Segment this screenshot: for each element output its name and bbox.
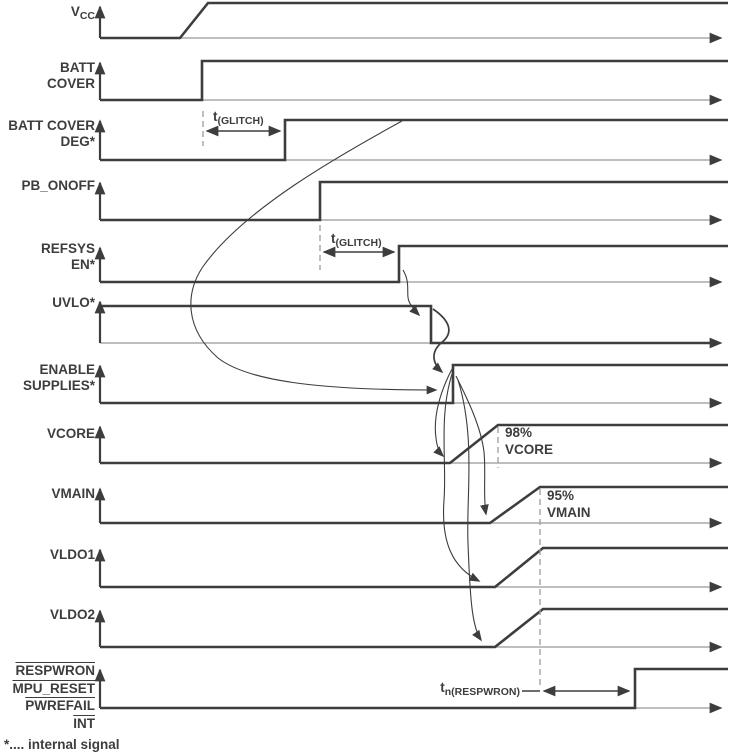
- signal-label-respwron-group: [12, 662, 95, 732]
- signal-label-uvlo: UVLO*: [52, 295, 95, 310]
- annotation-t-glitch-1: $t_{(GLITCH)}$: [213, 109, 264, 127]
- label-int: $\overline{INT}$: [73, 715, 95, 731]
- dashed-guides: [203, 111, 540, 689]
- waveform-vmain: [100, 487, 728, 523]
- connector-curves: [191, 121, 486, 640]
- waveforms: [100, 3, 728, 708]
- waveform-enable-supplies: [100, 365, 728, 403]
- vcc-sub: CC: [79, 10, 95, 22]
- signal-label-vcc: [71, 4, 95, 24]
- signal-label-batt-cover: BATT COVER: [46, 60, 95, 91]
- signal-label-enable-supplies: ENABLE SUPPLIES*: [22, 362, 95, 393]
- curve-refsys-to-uvlo: [403, 270, 419, 315]
- signal-label-refsys-en: REFSYS EN*: [40, 241, 95, 272]
- curve-uvlo-to-enable: [433, 309, 449, 372]
- signal-label-batt-cover-deg: BATT COVER DEG*: [8, 118, 95, 149]
- waveform-uvlo: [100, 306, 718, 343]
- annotation-t-glitch-2: $t_{(GLITCH)}$: [331, 231, 382, 249]
- label-pwrefail: PWREFAIL: [25, 698, 95, 713]
- waveform-pb-onoff: [100, 182, 728, 220]
- footnote-internal-signal: *.... internal signal: [4, 737, 120, 752]
- measure-arrows: [207, 131, 629, 691]
- signal-label-pb-onoff: PB_ONOFF: [21, 178, 95, 193]
- waveform-vcore: [100, 425, 728, 463]
- signal-label-vmain: VMAIN: [51, 486, 95, 501]
- vcc-base: V: [70, 4, 80, 19]
- signal-label-vldo2: VLDO2: [49, 607, 95, 622]
- waveform-vldo2: [100, 609, 728, 647]
- waveform-vldo1: [100, 548, 728, 587]
- waveform-batt-cover: [100, 61, 728, 100]
- waveform-refsys-en: [100, 246, 728, 282]
- label-mpu-reset: MPU_RESET: [12, 680, 95, 696]
- signal-label-vcore: VCORE: [46, 426, 95, 441]
- baselines: [100, 38, 721, 708]
- annotation-t-respwron: $t_{n(RESPWRON)}$: [440, 680, 520, 698]
- curve-to-vldo2: [458, 380, 481, 640]
- signal-label-vldo1: VLDO1: [49, 547, 95, 562]
- waveform-vcc: [100, 3, 728, 38]
- label-respwron: RESPWRON: [15, 663, 95, 678]
- annotation-vmain-95pct: 95% VMAIN: [547, 488, 591, 520]
- waveform-batt-cover-deg: [100, 120, 728, 160]
- annotation-vcore-98pct: 98% VCORE: [505, 425, 554, 457]
